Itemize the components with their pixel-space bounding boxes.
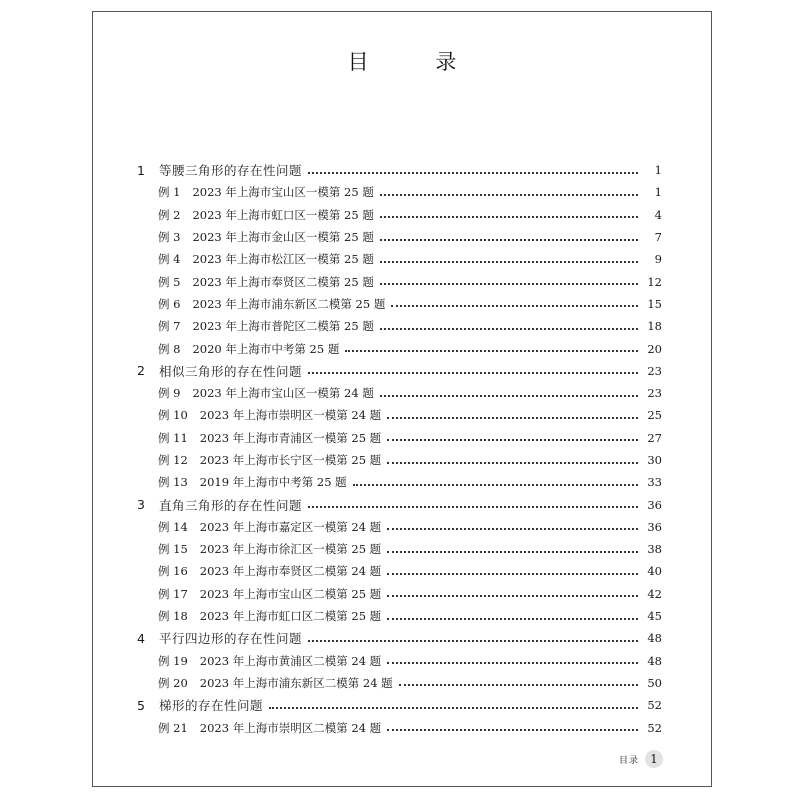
toc-example-row[interactable] xyxy=(137,516,662,538)
page-number: 42 xyxy=(647,586,662,601)
dot-leader xyxy=(380,282,638,285)
toc-chapter-row[interactable] xyxy=(137,694,662,716)
dot-leader xyxy=(387,527,638,530)
footer-label: 目录 xyxy=(618,755,639,766)
example-title: 2023 年上海市徐汇区一模第 25 题 xyxy=(199,542,382,557)
dot-leader xyxy=(380,260,638,263)
page-number: 36 xyxy=(647,497,662,512)
dot-leader xyxy=(387,617,638,620)
page-footer xyxy=(619,750,663,768)
example-number: 例 3 xyxy=(158,230,181,245)
example-title: 2023 年上海市宝山区一模第 25 题 xyxy=(192,185,374,200)
chapter-title: 平行四边形的存在性问题 xyxy=(159,631,303,647)
example-entry xyxy=(137,229,374,245)
example-entry xyxy=(137,653,381,669)
example-entry xyxy=(137,407,381,423)
dot-leader xyxy=(380,215,638,218)
example-number: 例 11 xyxy=(158,430,188,445)
page-number: 50 xyxy=(647,675,662,690)
dot-leader xyxy=(387,550,638,553)
example-entry xyxy=(137,563,381,579)
document-page xyxy=(92,11,712,787)
dot-leader xyxy=(387,728,638,731)
example-entry xyxy=(137,184,374,200)
page-title: 目 录 xyxy=(347,50,487,74)
page-number: 52 xyxy=(647,720,662,735)
dot-leader xyxy=(387,572,638,575)
toc-chapter-row[interactable] xyxy=(137,627,662,649)
example-title: 2023 年上海市黄浦区二模第 24 题 xyxy=(199,653,382,668)
toc-chapter-row[interactable] xyxy=(137,493,662,515)
toc-example-row[interactable] xyxy=(137,605,662,627)
example-entry xyxy=(137,296,385,312)
toc-example-row[interactable] xyxy=(137,716,662,738)
toc-chapter-row[interactable] xyxy=(137,360,662,382)
example-entry xyxy=(137,251,374,267)
example-entry xyxy=(137,608,381,624)
example-entry xyxy=(137,474,347,490)
toc-example-row[interactable] xyxy=(137,248,662,270)
chapter-number: 2 xyxy=(137,363,145,379)
example-entry xyxy=(137,318,374,334)
chapter-title: 等腰三角形的存在性问题 xyxy=(159,163,303,179)
example-number: 例 6 xyxy=(158,296,181,311)
example-number: 例 9 xyxy=(158,386,181,401)
toc-example-row[interactable] xyxy=(137,538,662,560)
dot-leader xyxy=(269,706,638,709)
example-title: 2023 年上海市金山区一模第 25 题 xyxy=(192,230,374,245)
dot-leader xyxy=(380,238,638,241)
example-entry xyxy=(137,519,381,535)
dot-leader xyxy=(387,461,638,464)
dot-leader xyxy=(399,683,638,686)
page-number: 9 xyxy=(654,252,662,267)
example-title: 2023 年上海市嘉定区一模第 24 题 xyxy=(199,519,382,534)
example-number: 例 14 xyxy=(158,519,188,534)
example-title: 2023 年上海市宝山区二模第 25 题 xyxy=(199,586,382,601)
chapter-title: 相似三角形的存在性问题 xyxy=(159,363,303,379)
toc-example-row[interactable] xyxy=(137,672,662,694)
example-number: 例 10 xyxy=(158,408,188,423)
dot-leader xyxy=(308,505,638,508)
chapter-number: 4 xyxy=(137,630,145,646)
example-number: 例 7 xyxy=(158,319,181,334)
example-title: 2023 年上海市青浦区一模第 25 题 xyxy=(199,430,382,445)
page-number: 25 xyxy=(647,408,662,423)
page-number: 1 xyxy=(654,163,662,178)
toc-chapter-row[interactable] xyxy=(137,159,662,181)
chapter-number: 5 xyxy=(137,697,145,713)
toc-example-row[interactable] xyxy=(137,404,662,426)
page-number: 18 xyxy=(647,319,662,334)
dot-leader xyxy=(380,193,638,196)
chapter-title: 梯形的存在性问题 xyxy=(159,698,264,714)
example-number: 例 4 xyxy=(158,252,181,267)
example-title: 2023 年上海市崇明区二模第 24 题 xyxy=(199,720,382,735)
example-entry xyxy=(137,720,381,736)
example-title: 2023 年上海市浦东新区二模第 25 题 xyxy=(192,296,386,311)
footer-page-number: 1 xyxy=(645,750,663,768)
dot-leader xyxy=(387,438,638,441)
dot-leader xyxy=(345,349,638,352)
toc-example-row[interactable] xyxy=(137,449,662,471)
example-number: 例 20 xyxy=(158,675,188,690)
toc-example-row[interactable] xyxy=(137,560,662,582)
example-title: 2019 年上海市中考第 25 题 xyxy=(199,475,347,490)
chapter-number: 1 xyxy=(137,162,145,178)
toc-example-row[interactable] xyxy=(137,204,662,226)
page-number: 38 xyxy=(647,542,662,557)
example-entry xyxy=(137,207,374,223)
example-title: 2023 年上海市长宁区一模第 25 题 xyxy=(199,453,382,467)
dot-leader xyxy=(308,171,638,174)
dot-leader xyxy=(387,661,638,664)
example-title: 2023 年上海市奉贤区二模第 25 题 xyxy=(192,274,374,289)
toc-example-row[interactable] xyxy=(137,337,662,359)
example-entry xyxy=(137,385,374,401)
toc-example-row[interactable] xyxy=(137,427,662,449)
page-number: 23 xyxy=(647,386,662,401)
example-entry xyxy=(137,452,381,468)
example-title: 2023 年上海市虹口区二模第 25 题 xyxy=(199,609,382,624)
example-number: 例 2 xyxy=(158,207,181,222)
example-title: 2023 年上海市虹口区一模第 25 题 xyxy=(192,207,374,222)
example-entry xyxy=(137,675,393,691)
example-title: 2023 年上海市普陀区二模第 25 题 xyxy=(192,319,374,334)
dot-leader xyxy=(387,594,638,597)
page-number: 23 xyxy=(647,363,662,378)
example-entry xyxy=(137,274,374,290)
toc-example-row[interactable] xyxy=(137,315,662,337)
example-number: 例 19 xyxy=(158,653,188,668)
page-number: 1 xyxy=(654,185,662,200)
toc-example-row[interactable] xyxy=(137,650,662,672)
chapter-number: 3 xyxy=(137,497,145,513)
example-title: 2023 年上海市松江区一模第 25 题 xyxy=(192,252,374,267)
example-number: 例 17 xyxy=(158,586,188,601)
page-number: 36 xyxy=(647,519,662,534)
page-number: 30 xyxy=(647,453,662,467)
example-entry xyxy=(137,541,381,557)
toc-example-row[interactable] xyxy=(137,181,662,203)
example-title: 2023 年上海市奉贤区二模第 24 题 xyxy=(199,564,382,579)
toc-example-row[interactable] xyxy=(137,270,662,292)
example-title: 2023 年上海市崇明区一模第 24 题 xyxy=(199,408,382,423)
dot-leader xyxy=(353,483,638,486)
page-number: 40 xyxy=(647,564,662,579)
example-title: 2020 年上海市中考第 25 题 xyxy=(192,341,340,356)
example-entry xyxy=(137,430,381,446)
page-number: 27 xyxy=(647,430,662,445)
example-number: 例 8 xyxy=(158,341,181,356)
example-number: 例 13 xyxy=(158,475,188,490)
example-title: 2023 年上海市宝山区一模第 24 题 xyxy=(192,386,374,401)
page-number: 20 xyxy=(647,341,662,356)
example-entry xyxy=(137,341,339,357)
dot-leader xyxy=(308,639,638,642)
toc-example-row[interactable] xyxy=(137,382,662,404)
example-number: 例 16 xyxy=(158,564,188,579)
chapter-title: 直角三角形的存在性问题 xyxy=(159,497,303,513)
page-number: 33 xyxy=(647,475,662,490)
page-number: 4 xyxy=(654,207,662,222)
toc-example-row[interactable] xyxy=(137,226,662,248)
dot-leader xyxy=(308,371,638,374)
toc-example-row[interactable] xyxy=(137,471,662,493)
dot-leader xyxy=(391,304,638,307)
example-number: 例 5 xyxy=(158,274,181,289)
dot-leader xyxy=(380,394,638,397)
example-number: 例 15 xyxy=(158,542,188,557)
dot-leader xyxy=(387,416,638,419)
page-number: 45 xyxy=(647,609,662,624)
example-number: 例 18 xyxy=(158,609,188,624)
example-title: 2023 年上海市浦东新区二模第 24 题 xyxy=(199,675,393,690)
example-number: 例 1 xyxy=(158,185,181,200)
toc-example-row[interactable] xyxy=(137,583,662,605)
example-entry xyxy=(137,586,381,602)
table-of-contents xyxy=(137,159,662,739)
toc-example-row[interactable] xyxy=(137,293,662,315)
example-number: 例 12 xyxy=(158,453,188,467)
page-number: 52 xyxy=(647,698,662,713)
page-number: 15 xyxy=(647,296,662,311)
page-number: 12 xyxy=(647,274,662,289)
dot-leader xyxy=(380,327,638,330)
example-number: 例 21 xyxy=(158,720,188,735)
page-number: 48 xyxy=(647,631,662,646)
page-number: 7 xyxy=(654,230,662,245)
page-number: 48 xyxy=(647,653,662,668)
